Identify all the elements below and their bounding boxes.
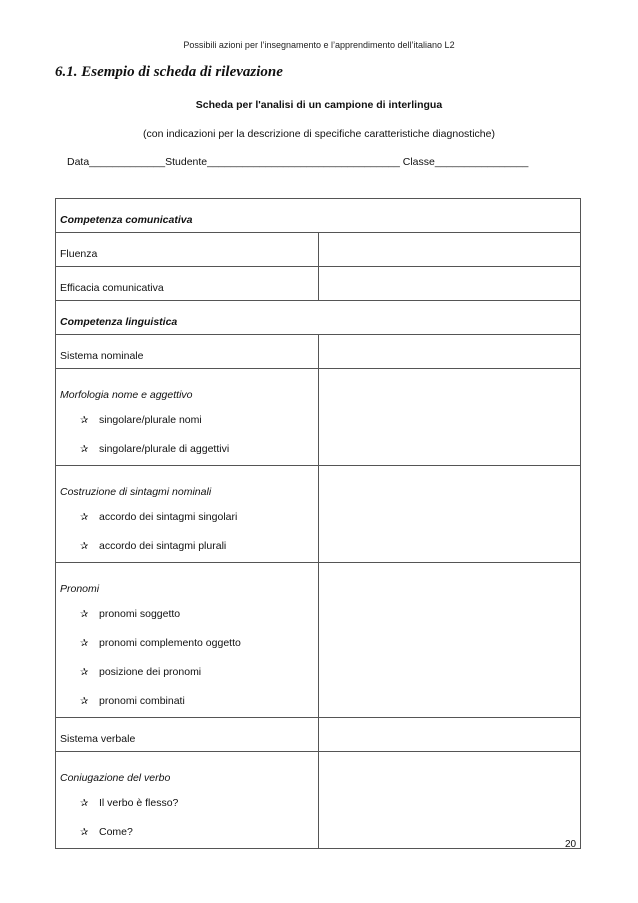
row-label-sistema-nominale: Sistema nominale	[56, 335, 319, 369]
row-label-fluenza: Fluenza	[56, 233, 319, 267]
list-item: ✰ pronomi complemento oggetto	[60, 630, 314, 659]
star-bullet-icon: ✰	[80, 444, 89, 455]
table-row	[56, 267, 581, 301]
section-heading-competenza-comunicativa: Competenza comunicativa	[56, 199, 581, 233]
group-title-morfologia: Morfologia nome e aggettivo	[60, 389, 193, 401]
row-label-sistema-verbale: Sistema verbale	[56, 718, 319, 752]
list-item: ✰ pronomi soggetto	[60, 601, 314, 630]
star-bullet-icon: ✰	[80, 609, 89, 620]
list-item: ✰ accordo dei sintagmi singolari	[60, 504, 314, 533]
table-row	[56, 466, 581, 563]
star-bullet-icon: ✰	[80, 798, 89, 809]
star-bullet-icon: ✰	[80, 667, 89, 678]
section-title: 6.1. Esempio di scheda di rilevazione	[55, 64, 283, 80]
star-bullet-icon: ✰	[80, 541, 89, 552]
value-cell-morfologia[interactable]	[318, 369, 581, 466]
value-cell-fluenza[interactable]	[318, 233, 581, 267]
value-cell-pronomi[interactable]	[318, 563, 581, 718]
form-fields-line: Data_____________Studente_________________________________ Classe________________	[67, 156, 529, 168]
group-title-sintagmi: Costruzione di sintagmi nominali	[60, 486, 212, 498]
list-item: ✰ singolare/plurale nomi	[60, 407, 314, 436]
table-row	[56, 369, 581, 466]
table-row	[56, 752, 581, 849]
value-cell-sistema-verbale[interactable]	[318, 718, 581, 752]
list-item: ✰ Come?	[60, 819, 314, 848]
star-bullet-icon: ✰	[80, 415, 89, 426]
list-item: ✰ posizione dei pronomi	[60, 659, 314, 688]
table-row	[56, 301, 581, 335]
star-bullet-icon: ✰	[80, 512, 89, 523]
table-row	[56, 233, 581, 267]
value-cell-efficacia[interactable]	[318, 267, 581, 301]
list-item: ✰ pronomi combinati	[60, 688, 314, 717]
star-bullet-icon: ✰	[80, 827, 89, 838]
table-row	[56, 718, 581, 752]
list-item: ✰ Il verbo è flesso?	[60, 790, 314, 819]
section-heading-competenza-linguistica: Competenza linguistica	[56, 301, 581, 335]
page-number: 20	[565, 839, 577, 850]
value-cell-coniugazione[interactable]	[318, 752, 581, 849]
analysis-table	[55, 198, 581, 849]
group-sintagmi	[56, 466, 319, 563]
table-row	[56, 335, 581, 369]
table-row	[56, 199, 581, 233]
group-title-pronomi: Pronomi	[60, 583, 100, 595]
star-bullet-icon: ✰	[80, 638, 89, 649]
group-title-coniugazione: Coniugazione del verbo	[60, 772, 171, 784]
group-coniugazione	[56, 752, 319, 849]
form-title: Scheda per l'analisi di un campione di interlingua	[195, 99, 443, 111]
value-cell-sintagmi[interactable]	[318, 466, 581, 563]
row-label-efficacia: Efficacia comunicativa	[56, 267, 319, 301]
group-morfologia	[56, 369, 319, 466]
running-header: Possibili azioni per l’insegnamento e l’apprendimento dell’italiano L2	[183, 40, 455, 50]
star-bullet-icon: ✰	[80, 696, 89, 707]
value-cell-sistema-nominale[interactable]	[318, 335, 581, 369]
table-row	[56, 563, 581, 718]
list-item: ✰ singolare/plurale di aggettivi	[60, 436, 314, 465]
form-subtitle: (con indicazioni per la descrizione di specifiche caratteristiche diagnostiche)	[143, 128, 495, 140]
group-pronomi	[56, 563, 319, 718]
list-item: ✰ accordo dei sintagmi plurali	[60, 533, 314, 562]
